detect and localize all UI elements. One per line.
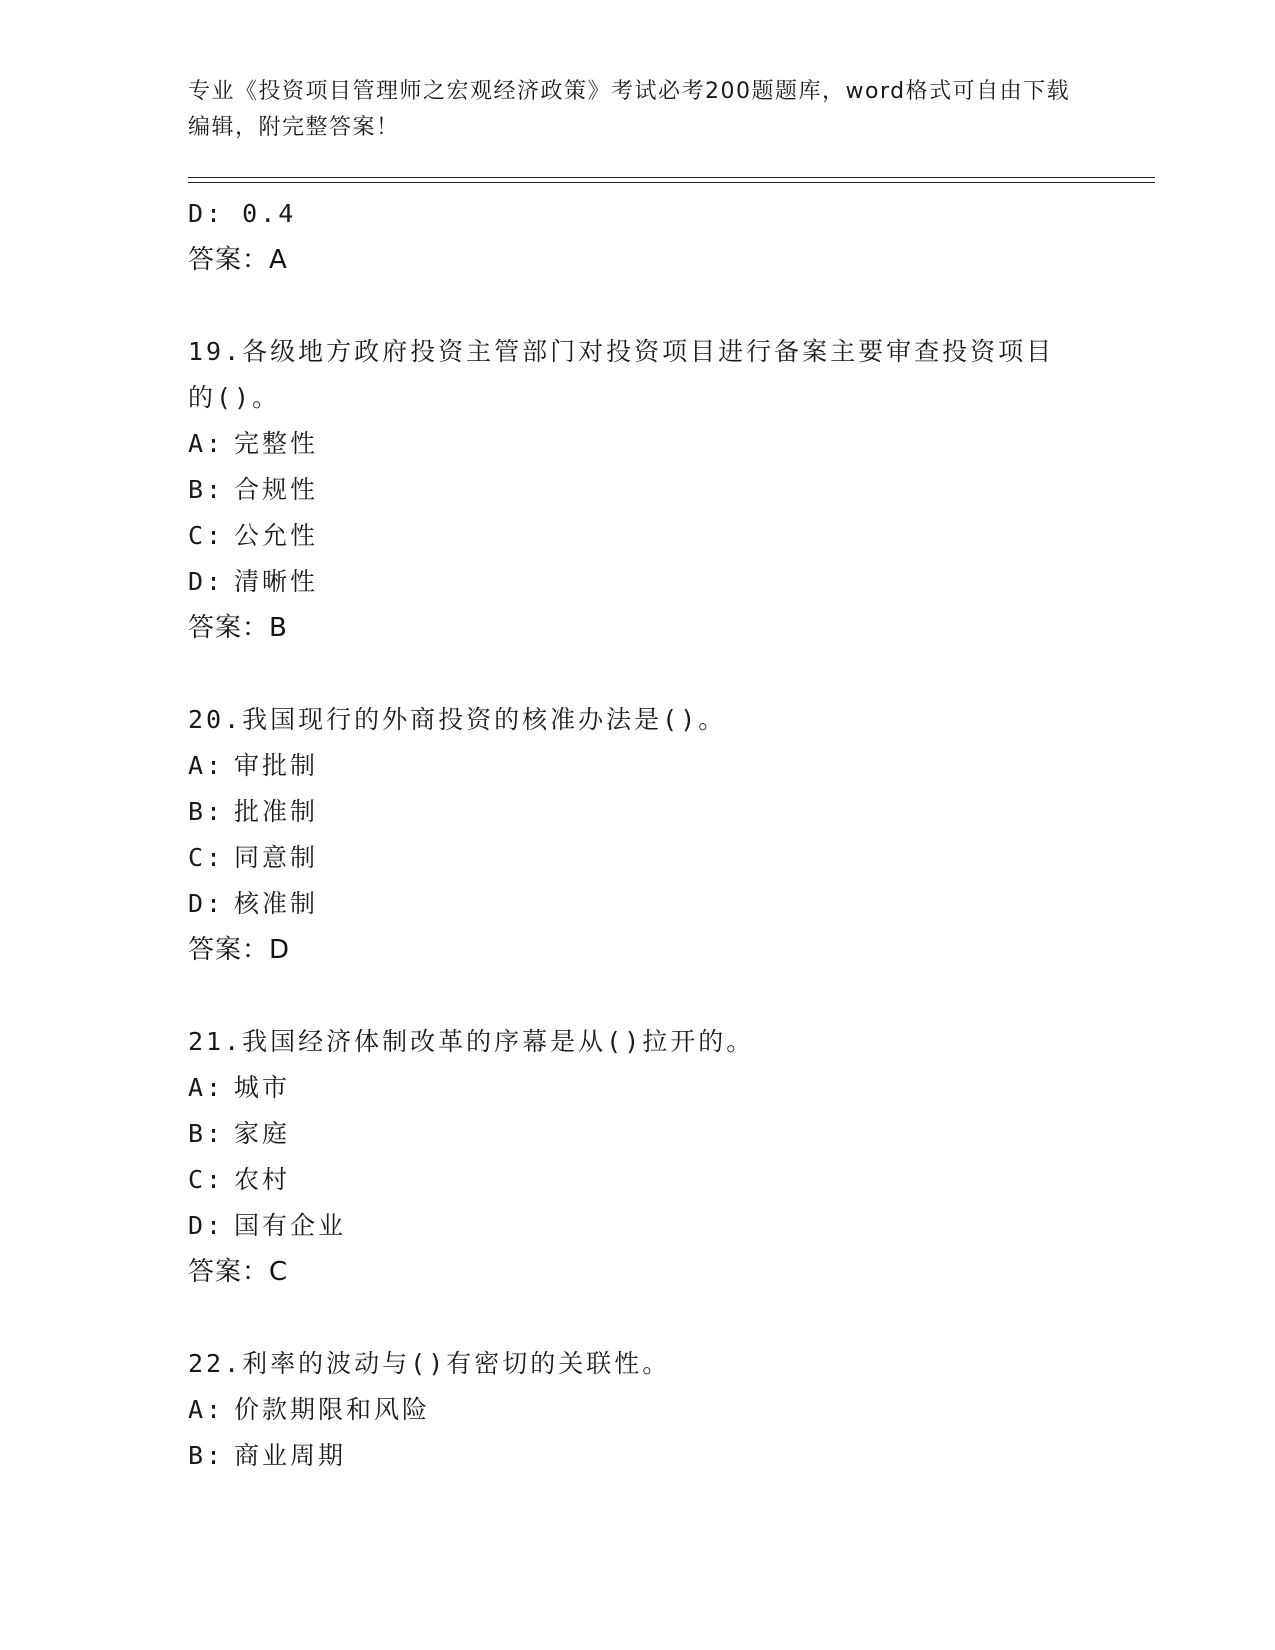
option-letter: D: bbox=[188, 889, 225, 918]
header-divider-top bbox=[188, 177, 1155, 178]
question-stem: 22.利率的波动与()有密切的关联性。 bbox=[188, 1349, 671, 1378]
option-text: 清晰性 bbox=[234, 567, 319, 596]
option-text: 审批制 bbox=[234, 751, 319, 780]
answer-line: 答案：A bbox=[188, 245, 288, 275]
question-stem: 19.各级地方政府投资主管部门对投资项目进行备案主要审查投资项目的()。 bbox=[188, 337, 1055, 412]
option-c bbox=[188, 835, 1088, 881]
option-d bbox=[188, 559, 1088, 605]
option-letter: B: bbox=[188, 475, 225, 504]
option-letter: B: bbox=[188, 797, 225, 826]
option-text: 合规性 bbox=[234, 475, 319, 504]
question-stem: 21.我国经济体制改革的序幕是从()拉开的。 bbox=[188, 1027, 755, 1056]
option-b bbox=[188, 1433, 1088, 1479]
option-text: 批准制 bbox=[234, 797, 319, 826]
document-header: 专业《投资项目管理师之宏观经济政策》考试必考200题题库，word格式可自由下载编辑，附完整答案！ bbox=[188, 79, 1071, 140]
option-letter: C: bbox=[188, 843, 225, 872]
option-c bbox=[188, 513, 1088, 559]
option-letter: D: bbox=[188, 1211, 225, 1240]
question-19 bbox=[188, 329, 1088, 651]
option-c bbox=[188, 1157, 1088, 1203]
answer-line: 答案：C bbox=[188, 1257, 289, 1287]
option-letter: A: bbox=[188, 429, 225, 458]
header-divider-bottom bbox=[188, 182, 1155, 183]
option-letter: B: bbox=[188, 1441, 225, 1470]
option-text: 城市 bbox=[234, 1073, 291, 1102]
option-letter: B: bbox=[188, 1119, 225, 1148]
option-d: D: 0.4 bbox=[188, 199, 297, 228]
option-letter: A: bbox=[188, 1073, 225, 1102]
question-20 bbox=[188, 697, 1088, 973]
option-letter: A: bbox=[188, 751, 225, 780]
question-stem: 20.我国现行的外商投资的核准办法是()。 bbox=[188, 705, 727, 734]
option-text: 商业周期 bbox=[234, 1441, 347, 1470]
option-letter: C: bbox=[188, 521, 225, 550]
option-letter: A: bbox=[188, 1395, 225, 1424]
option-a bbox=[188, 1387, 1088, 1433]
option-text: 农村 bbox=[234, 1165, 291, 1194]
option-a bbox=[188, 743, 1088, 789]
answer-line: 答案：B bbox=[188, 613, 288, 643]
question-list bbox=[188, 191, 1088, 1479]
option-text: 国有企业 bbox=[234, 1211, 347, 1240]
option-a bbox=[188, 1065, 1088, 1111]
option-text: 家庭 bbox=[234, 1119, 291, 1148]
option-b bbox=[188, 1111, 1088, 1157]
option-b bbox=[188, 467, 1088, 513]
option-letter: D: bbox=[188, 567, 225, 596]
option-text: 核准制 bbox=[234, 889, 319, 918]
option-text: 公允性 bbox=[234, 521, 319, 550]
option-letter: C: bbox=[188, 1165, 225, 1194]
question-21 bbox=[188, 1019, 1088, 1295]
option-b bbox=[188, 789, 1088, 835]
option-text: 完整性 bbox=[234, 429, 319, 458]
option-a bbox=[188, 421, 1088, 467]
option-d bbox=[188, 881, 1088, 927]
answer-line: 答案：D bbox=[188, 935, 291, 965]
option-text: 价款期限和风险 bbox=[234, 1395, 431, 1424]
option-d bbox=[188, 1203, 1088, 1249]
question-22 bbox=[188, 1341, 1088, 1479]
option-text: 同意制 bbox=[234, 843, 319, 872]
